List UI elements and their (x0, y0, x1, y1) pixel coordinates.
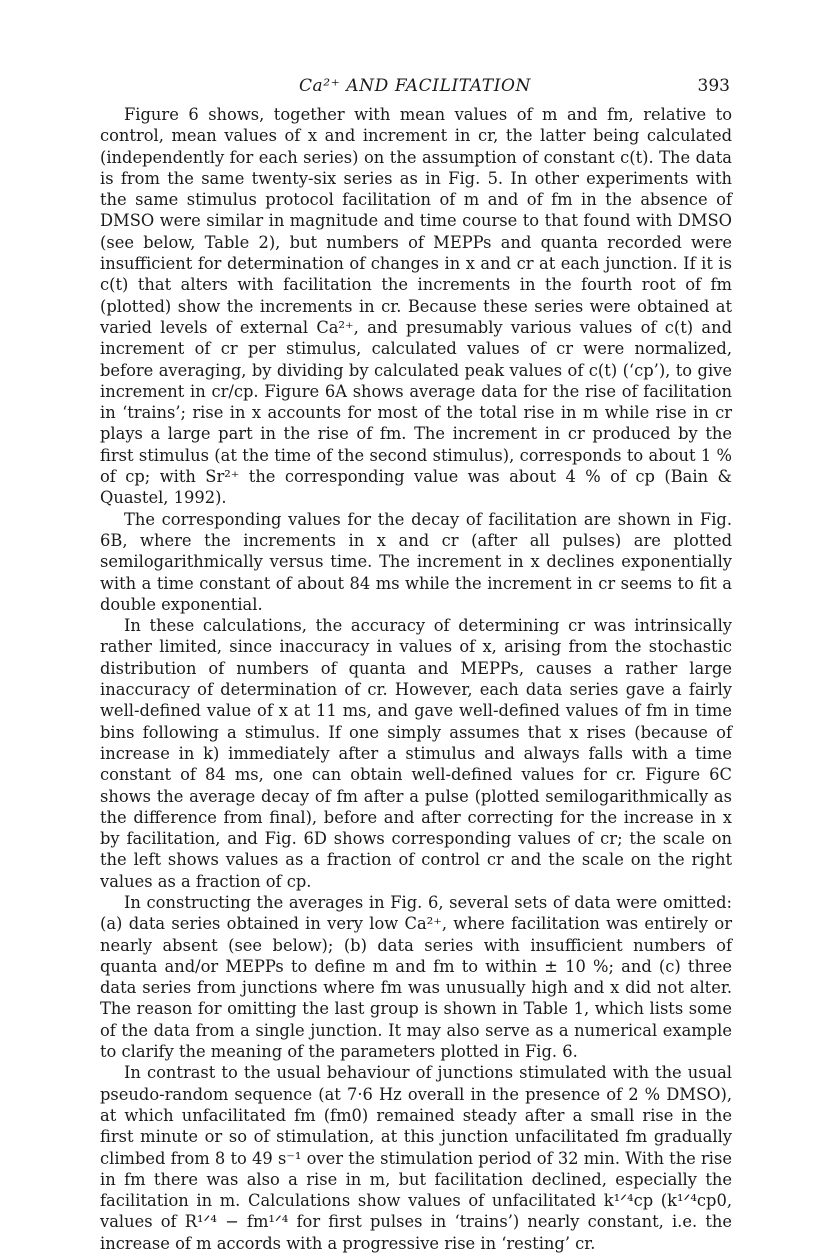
running-head (100, 76, 730, 98)
paragraph-5: In contrast to the usual behaviour of junctions stimulated with the usual pseudo-random sequence (at 7·6 Hz overall in the presence of 2 % DMSO), at which unfacilitated fm (fm0) remained steady after a small rise in the first minute or so of stimulation, at this junction unfacilitated fm gradually climbed from 8 to 49 s⁻¹ over the stimulation period of 32 min. With the rise in fm there was also a rise in m, but facilitation declined, especially the facilitation in m. Calculations show values of unfacilitated k¹ᐟ⁴cp (k¹ᐟ⁴cp0, values of R¹ᐟ⁴ − fm¹ᐟ⁴ for first pulses in ‘trains’) nearly constant, i.e. the increase of m accords with a progressive rise in ‘resting’ cr. (100, 1063, 732, 1253)
paragraph-3: In these calculations, the accuracy of determining cr was intrinsically rather limited, since inaccuracy in values of x, arising from the stochastic distribution of numbers of quanta and MEPPs, causes a rather large inaccuracy of determination of cr. However, each data series gave a fairly well-defined value of x at 11 ms, and gave well-defined values of fm in time bins following a stimulus. If one simply assumes that x rises (because of increase in k) immediately after a stimulus and always falls with a time constant of 84 ms, one can obtain well-defined values for cr. Figure 6C shows the average decay of fm after a pulse (plotted semilogarithmically as the difference from final), before and after correcting for the increase in x by facilitation, and Fig. 6D shows corresponding values of cr; the scale on the left shows values as a fraction of control cr and the scale on the right values as a fraction of cp. (100, 616, 732, 891)
running-title: Ca²⁺ AND FACILITATION (298, 76, 532, 96)
body-text (100, 104, 732, 1254)
page-number: 393 (697, 76, 730, 96)
paragraph-1: Figure 6 shows, together with mean values of m and fm, relative to control, mean values of x and increment in cr, the latter being calculated (independently for each series) on the assumption of constant c(t). The data is from the same twenty-six series as in Fig. 5. In other experiments with the same stimulus protocol facilitation of m and of fm in the absence of DMSO were similar in magnitude and time course to that found with DMSO (see below, Table 2), but numbers of MEPPs and quanta recorded were insufficient for determination of changes in x and cr at each junction. If it is c(t) that alters with facilitation the increments in the fourth root of fm (plotted) show the increments in cr. Because these series were obtained at varied levels of external Ca²⁺, and presumably various values of c(t) and increment of cr per stimulus, calculated values of cr were normalized, before averaging, by dividing by calculated peak values of c(t) (‘cp’), to give increment in cr/cp. Figure 6A shows average data for the rise of facilitation in ‘trains’; rise in x accounts for most of the total rise in m while rise in cr plays a large part in the rise of fm. The increment in cr produced by the first stimulus (at the time of the second stimulus), corresponds to about 1 % of cp; with Sr²⁺ the corresponding value was about 4 % of cp (Bain & Quastel, 1992). (100, 105, 732, 508)
paragraph-2: The corresponding values for the decay of facilitation are shown in Fig. 6B, where the increments in x and cr (after all pulses) are plotted semilogarithmically versus time. The increment in x declines exponentially with a time constant of about 84 ms while the increment in cr seems to fit a double exponential. (100, 509, 732, 614)
paragraph-4: In constructing the averages in Fig. 6, several sets of data were omitted: (a) data series obtained in very low Ca²⁺, where facilitation was entirely or nearly absent (see below); (b) data series with insufficient numbers of quanta and/or MEPPs to define m and fm to within ± 10 %; and (c) three data series from junctions where fm was unusually high and x did not alter. The reason for omitting the last group is shown in Table 1, which lists some of the data from a single junction. It may also serve as a numerical example to clarify the meaning of the parameters plotted in Fig. 6. (100, 892, 732, 1062)
